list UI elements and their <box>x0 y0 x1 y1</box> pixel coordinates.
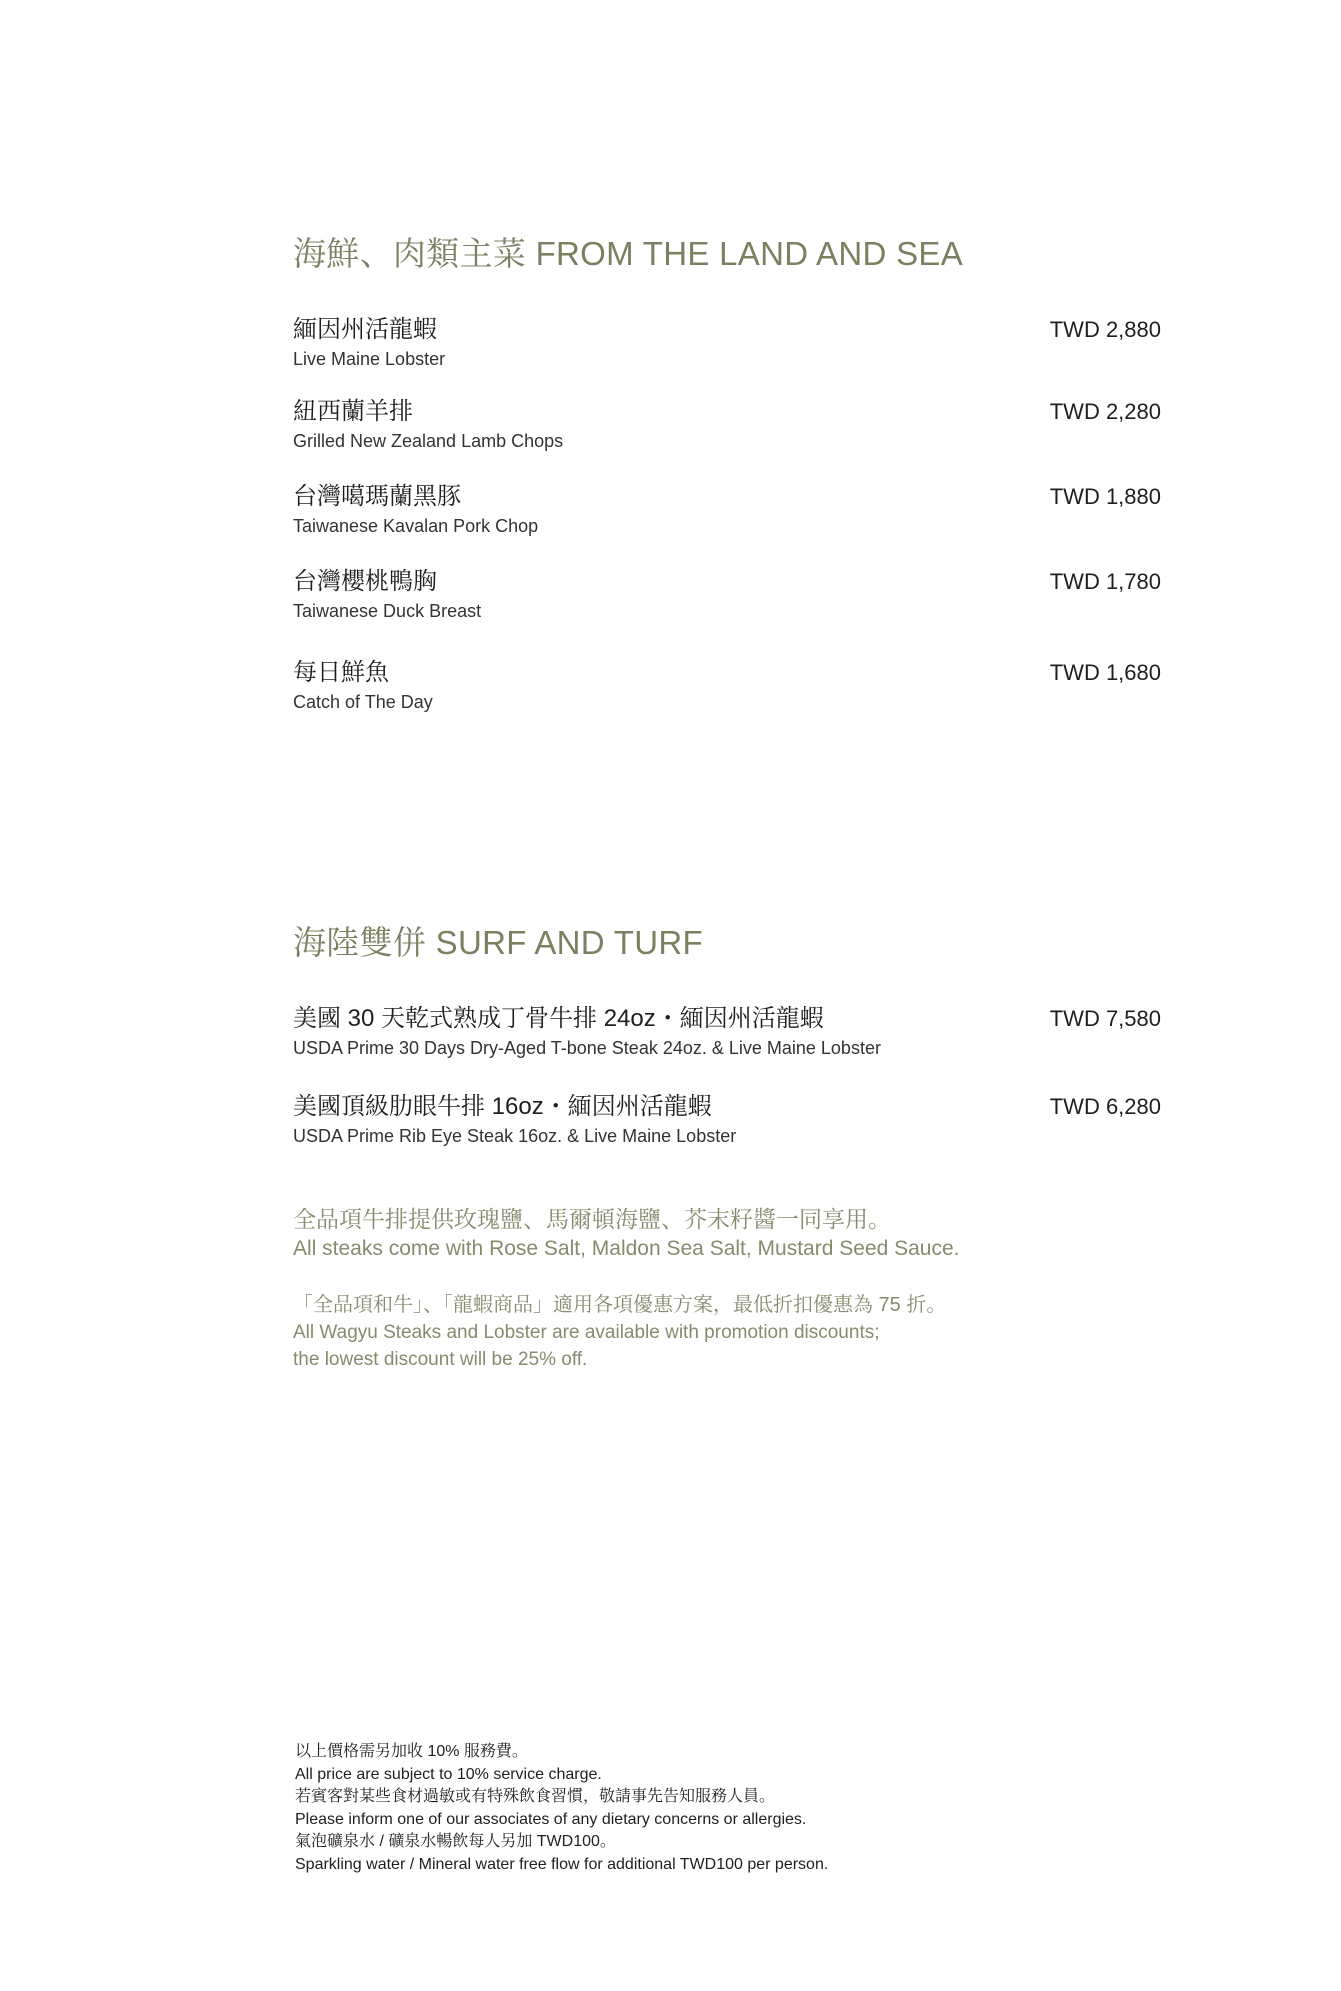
item-price: TWD 1,880 <box>1049 484 1161 509</box>
steak-note-zh: 全品項牛排提供玫瑰鹽、馬爾頓海鹽、芥末籽醬一同享用。 <box>293 1206 891 1232</box>
footer-notes <box>295 1741 828 1876</box>
water-note-en: Sparkling water / Mineral water free flow for additional TWD100 per person. <box>295 1855 829 1873</box>
item-name-en: Catch of The Day <box>293 692 433 712</box>
water-note-zh: 氣泡礦泉水 / 礦泉水暢飲每人另加 TWD100。 <box>295 1833 616 1850</box>
item-name-en: USDA Prime 30 Days Dry-Aged T-bone Steak 24oz. & Live Maine Lobster <box>293 1038 881 1058</box>
menu-item <box>293 1092 1161 1148</box>
item-name-zh: 台灣噶瑪蘭黑豚 <box>293 483 461 510</box>
menu-item <box>293 397 1161 453</box>
promo-note-zh: 「全品項和牛」、「龍蝦商品」適用各項優惠方案，最低折扣優惠為 75 折。 <box>293 1294 947 1316</box>
item-name-zh: 緬因州活龍蝦 <box>293 316 437 343</box>
section-title-land-and-sea: 海鮮、肉類主菜 FROM THE LAND AND SEA <box>293 235 964 272</box>
item-name-en: Grilled New Zealand Lamb Chops <box>293 431 564 451</box>
item-name-zh: 美國頂級肋眼牛排 16oz・緬因州活龍蝦 <box>293 1093 712 1120</box>
section-title-surf-and-turf: 海陸雙併 SURF AND TURF <box>293 924 703 961</box>
item-price: TWD 1,680 <box>1049 660 1161 685</box>
menu-item <box>293 1004 1161 1060</box>
item-price: TWD 7,580 <box>1049 1006 1161 1031</box>
menu-item <box>293 567 1161 623</box>
item-name-zh: 紐西蘭羊排 <box>293 398 413 425</box>
dietary-note-en: Please inform one of our associates of any dietary concerns or allergies. <box>295 1810 807 1828</box>
menu-item <box>293 482 1161 538</box>
promo-note-en-line2: the lowest discount will be 25% off. <box>293 1349 588 1370</box>
promo-note <box>293 1291 946 1373</box>
item-name-en: Live Maine Lobster <box>293 349 446 369</box>
item-price: TWD 1,780 <box>1049 569 1161 594</box>
service-charge-zh: 以上價格需另加收 10% 服務費。 <box>295 1743 528 1760</box>
item-name-zh: 美國 30 天乾式熟成丁骨牛排 24oz・緬因州活龍蝦 <box>293 1005 824 1032</box>
service-charge-en: All price are subject to 10% service charge. <box>295 1765 602 1783</box>
item-name-zh: 每日鮮魚 <box>293 659 389 686</box>
steak-note-en: All steaks come with Rose Salt, Maldon Sea Salt, Mustard Seed Sauce. <box>293 1237 960 1260</box>
item-name-en: Taiwanese Kavalan Pork Chop <box>293 516 539 536</box>
item-name-en: Taiwanese Duck Breast <box>293 601 482 621</box>
item-name-en: USDA Prime Rib Eye Steak 16oz. & Live Maine Lobster <box>293 1126 737 1146</box>
menu-item <box>293 315 1161 371</box>
item-price: TWD 6,280 <box>1049 1094 1161 1119</box>
item-price: TWD 2,280 <box>1049 399 1161 424</box>
menu-item <box>293 658 1161 714</box>
item-name-zh: 台灣櫻桃鴨胸 <box>293 568 437 595</box>
promo-note-en-line1: All Wagyu Steaks and Lobster are available with promotion discounts; <box>293 1322 880 1343</box>
item-price: TWD 2,880 <box>1049 317 1161 342</box>
steak-note <box>293 1204 960 1264</box>
dietary-note-zh: 若賓客對某些食材過敏或有特殊飲食習慣，敬請事先告知服務人員。 <box>295 1788 776 1805</box>
